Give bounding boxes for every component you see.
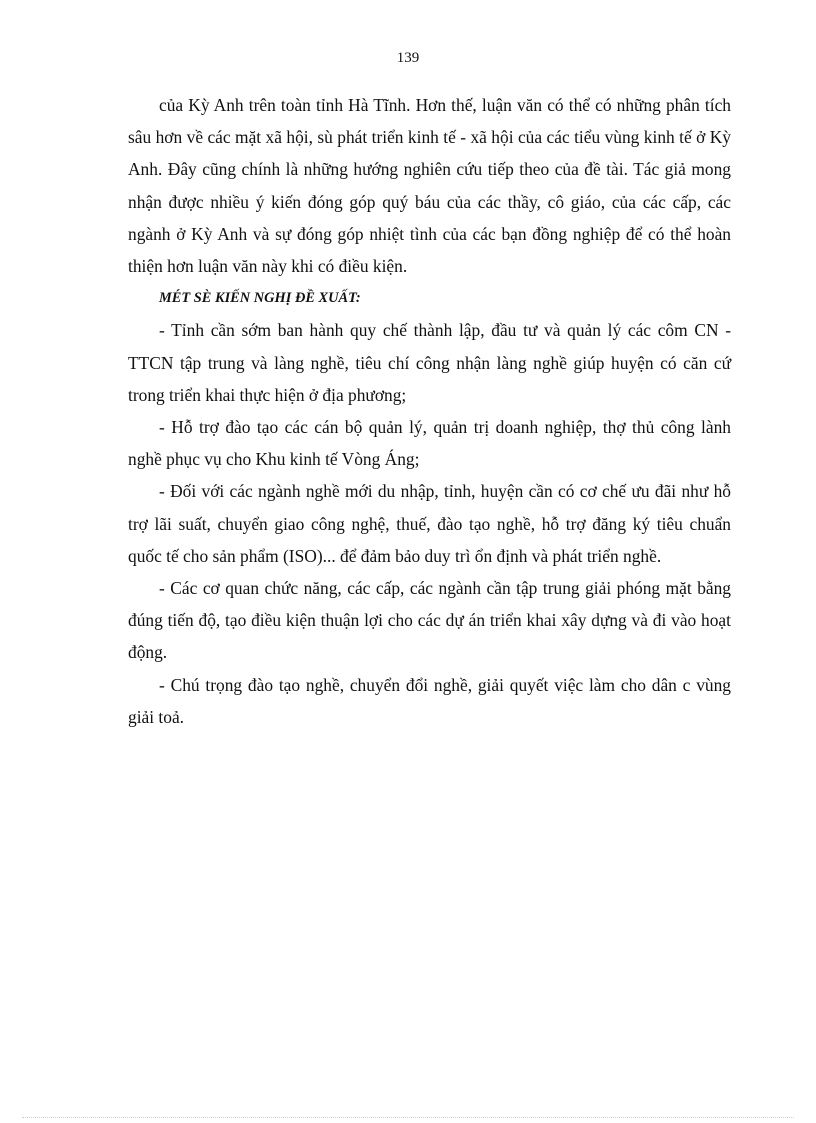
recommendation-item: - Đối với các ngành nghề mới du nhập, tỉnh, huyện cần có cơ chế ưu đãi như hỗ trợ lãi suất, chuyển giao công nghệ, thuế, đào tạo nghề, hỗ trợ đăng ký tiêu chuẩn quốc tế cho sản phẩm (ISO)... để đảm bảo duy trì ổn định và phát triển nghề. [128, 481, 731, 566]
section-heading: MÉT SÈ KIẾN NGHỊ ĐỀ XUẤT: [159, 290, 361, 307]
page-bottom-divider [22, 1117, 794, 1118]
recommendation-item: - Hỗ trợ đào tạo các cán bộ quản lý, quản trị doanh nghiệp, thợ thủ công lành nghề phục vụ cho Khu kinh tế Vòng Áng; [128, 417, 731, 470]
document-body [128, 89, 731, 733]
recommendation-item: - Tỉnh cần sớm ban hành quy chế thành lập, đầu tư và quản lý các côm CN - TTCN tập trung và làng nghề, tiêu chí công nhận làng nghề giúp huyện có căn cứ trong triển khai thực hiện ở địa phương; [128, 320, 731, 405]
recommendation-item: - Các cơ quan chức năng, các cấp, các ngành cần tập trung giải phóng mặt bằng đúng tiến độ, tạo điều kiện thuận lợi cho các dự án triển khai xây dựng và đi vào hoạt động. [128, 578, 731, 663]
intro-paragraph: của Kỳ Anh trên toàn tỉnh Hà Tĩnh. Hơn thế, luận văn có thể có những phân tích sâu hơn về các mặt xã hội, sù phát triển kinh tế - xã hội của các tiểu vùng kinh tế ở Kỳ Anh. Đây cũng chính là những hướng nghiên cứu tiếp theo của đề tài. Tác giả mong nhận được nhiều ý kiến đóng góp quý báu của các thầy, cô giáo, của các cấp, các ngành ở Kỳ Anh và sự đóng góp nhiệt tình của các bạn đồng nghiệp để có thể hoàn thiện hơn luận văn này khi có điều kiện. [128, 95, 731, 277]
recommendation-item: - Chú trọng đào tạo nghề, chuyển đổi nghề, giải quyết việc làm cho dân c vùng giải toả. [128, 674, 731, 727]
page-number: 139 [396, 50, 420, 66]
